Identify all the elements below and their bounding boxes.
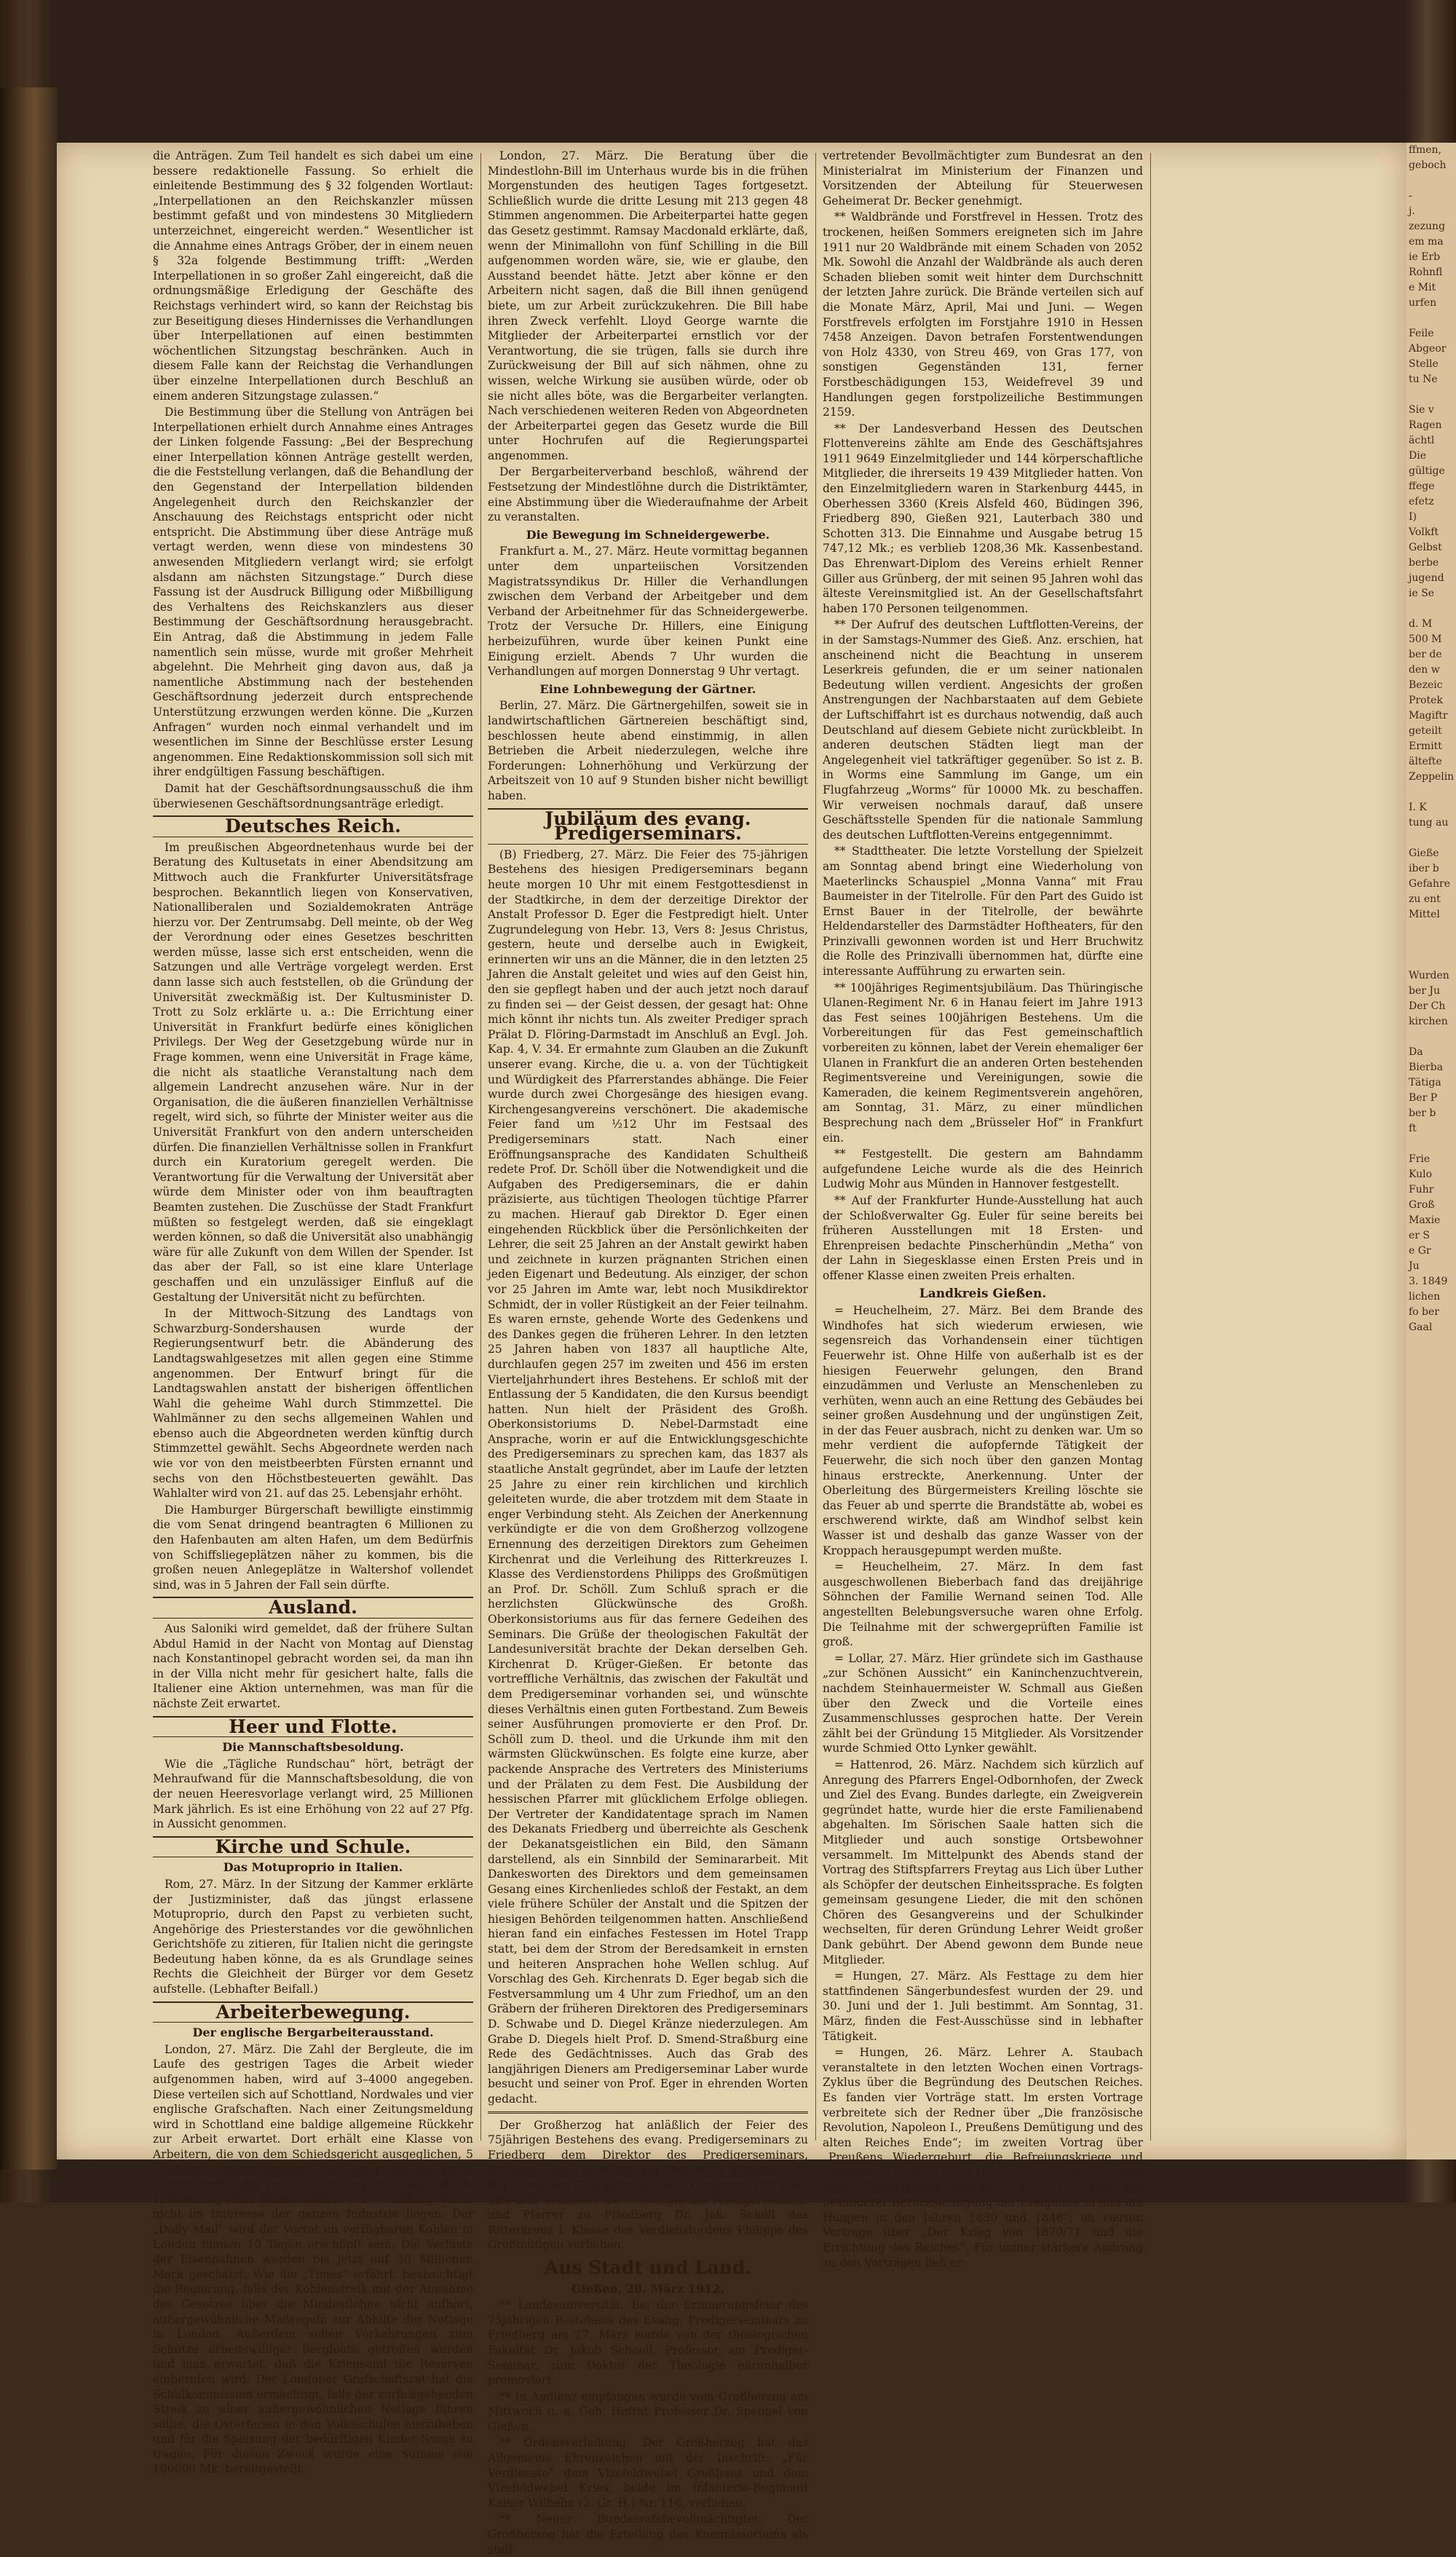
adjacent-page-text-fragment: Bierba [1409, 1062, 1444, 1073]
adjacent-page-text-fragment: ächtl [1409, 435, 1435, 446]
adjacent-page-text-fragment: gültige [1409, 465, 1445, 477]
adjacent-page-text-fragment: e Mit [1409, 282, 1436, 293]
adjacent-page-text-fragment: Fuhr [1409, 1184, 1434, 1195]
section-heading-kirche-schule: Kirche und Schule. [153, 1836, 473, 1858]
adjacent-page-text-fragment: Abgeor [1409, 343, 1447, 355]
article-paragraph: Berlin, 27. März. Die Gärtnergehilfen, soweit sie in landwirtschaftlichen Gärtnereien beschäftigt sind, beschlossen heute abend einstimmig, in allen Betrieben die Arbeit niederzulegen, welche ihre Forderungen: Lohnerhöhung und Verkürzung der Arbeitszeit von 10 auf 9 Stunden bisher nicht bewilligt haben. [488, 699, 808, 802]
adjacent-page-text-fragment [1406, 938, 1456, 953]
article-paragraph: = Hungen, 27. März. Als Festtage zu dem hier stattfindenen Sängerbundesfest wurden der 29. und 30. Juni und der 1. Juli bestimmt. Am Sonntag, 31. März, finden die Fest-Ausschüsse sind in lebhafter Tätigkeit. [823, 1969, 1143, 2043]
adjacent-page-text-fragment: kirchen [1409, 1016, 1448, 1027]
adjacent-page-text-fragment [1406, 601, 1456, 617]
adjacent-page-text-fragment: ie Erb [1409, 251, 1441, 263]
column-2 [488, 149, 808, 2556]
adjacent-page-text-fragment [1406, 1029, 1456, 1045]
section-heading-arbeiterbewegung: Arbeiterbewegung. [153, 2001, 473, 2023]
adjacent-page-text-fragment: ber b [1409, 1107, 1436, 1119]
section-heading-deutsches-reich: Deutsches Reich. [153, 815, 473, 837]
article-paragraph: die Anträgen. Zum Teil handelt es sich dabei um eine bessere redaktionelle Fassung. So erhielt die einleitende Bestimmung des § 32 folgenden Wortlaut: „Interpellationen an den Reichskanzler müssen bestimmt gefaßt und von mindestens 30 Mitgliedern unterzeichnet, eingereicht werden.“ Wesentlicher ist die Annahme eines Antrags Gröber, der in einem neuen § 32a folgende Bestimmung trifft: „Werden Interpellationen in so großer Zahl eingereicht, daß die ordnungsmäßige Erledigung der Geschäfte des Reichstags verhindert wird, so kann der Reichstag bis zur Beseitigung dieses Hindernisses die Verhandlungen über Interpellationen auf einen bestimmten wöchentlichen Sitzungstag beschränken. Auch in diesem Falle kann der Reichstag die Verhandlungen über einzelne Interpellationen durch Beschluß an einem anderen Sitzungstage zulassen.“ [153, 149, 473, 403]
article-paragraph: ** Der Aufruf des deutschen Luftflotten-Vereins, der in der Samstags-Nummer des Gieß. Anz. erschien, hat anscheinend nicht die Beachtung in unserem Leserkreis gefunden, die er um seiner nationalen Bedeutung willen verdient. Angesichts der großen Anstrengungen der Nachbarstaaten auf dem Gebiete der Luftschiffahrt ist es durchaus notwendig, daß auch Deutschland auf diesem Gebiete nicht zurückbleibt. In anderen deutschen Städten liegt man der Angelegenheit viel tatkräftiger gegenüber. So ist z. B. in Worms eine Sammlung im Gange, um ein Flugfahrzeug „Worms“ für 10000 Mk. zu beschaffen. Wir verweisen nochmals darauf, daß unsere Geschäftsstelle Spenden für die nationale Sammlung des deutschen Luftflotten-Vereins entgegennimmt. [823, 618, 1143, 842]
adjacent-page-text-fragment: Magiftr [1409, 710, 1448, 722]
adjacent-page-text-fragment: Groß [1409, 1199, 1435, 1211]
adjacent-page-text-fragment: den w [1409, 664, 1440, 676]
adjacent-page-text-fragment: Sie v [1409, 404, 1434, 416]
adjacent-page-text-fragment: Gelbst [1409, 542, 1442, 553]
adjacent-page-text-fragment: geboch [1409, 159, 1447, 171]
adjacent-page-text-fragment: Feile [1409, 328, 1434, 339]
section-heading-ausland: Ausland. [153, 1597, 473, 1619]
adjacent-page-text-fragment: urfen [1409, 297, 1437, 309]
adjacent-page-text-fragment: ber de [1409, 649, 1442, 660]
adjacent-page-text-fragment: ffege [1409, 481, 1435, 492]
subheading: Das Motuproprio in Italien. [223, 1860, 403, 1875]
adjacent-page-text-fragment: tung au [1409, 817, 1449, 829]
article-paragraph: Damit hat der Geschäftsordnungsausschuß die ihm überwiesenen Geschäftsordnungsanträge erledigt. [153, 781, 473, 810]
article-paragraph: ** Der Landesverband Hessen des Deutschen Flottenvereins zählte am Ende des Geschäftsjahres 1911 9649 Einzelmitglieder und 144 körperschaftliche Mitglieder, die ihrerseits 19 439 Mitglieder hatten. Von den Einzelmitgliedern waren in Starkenburg 4445, in Oberhessen 3360 (Kreis Alsfeld 460, Büdingen 396, Friedberg 890, Gießen 921, Lauterbach 380 und Schotten 313. Die Einnahme und Ausgabe betrug 15 747,12 Mk.; es verblieb 1208,36 Mk. Kassenbestand. Das Ehrenwart-Diplom des Vereins erhielt Renner Giller aus Grünberg, der mit seinen 95 Jahren wohl das älteste Vereinsmitglied ist. An der Gesellschaftsfahrt haben 170 Personen teilgenommen. [823, 422, 1143, 615]
adjacent-page-text-fragment: - [1409, 190, 1412, 202]
adjacent-page-text-fragment: tu Ne [1409, 374, 1438, 385]
adjacent-page-text-fragment: Zeppelin [1409, 771, 1455, 783]
article-paragraph: ** 100jähriges Regimentsjubiläum. Das Thüringische Ulanen-Regiment Nr. 6 in Hanau feiert im Jahre 1913 das Fest seines 100jährigen Bestehens. Um die Vorbereitungen für das Fest gemeinschaftlich vorbereiten zu können, labet der Verein ehemaliger 6er Ulanen in Frankfurt die an anderen Orten bestehenden Regimentsvereine und Vereinigungen, sowie die Kameraden, die keinem Regimentsverein angehören, am Sonntag, 31. März, zu einer mündlichen Besprechung nach dem „Brüsseler Hof“ in Frankfurt ein. [823, 981, 1143, 1145]
article-paragraph: Die Bestimmung über die Stellung von Anträgen bei Interpellationen erhielt durch Annahme eines Antrages der Linken folgende Fassung: „Bei der Besprechung einer Interpellation können Anträge gestellt werden, die die Feststellung verlangen, daß die Behandlung der den Gegenstand der Interpellation bildenden Angelegenheit durch den Reichskanzler der Anschauung des Reichstags entspricht oder nicht entspricht. Die Abstimmung über diese Anträge muß vertagt werden, wenn diese von mindestens 30 anwesenden Mitgliedern verlangt wird; sie erfolgt alsdann am nächsten Sitzungstage.“ Durch diese Fassung ist der Ausdruck Billigung oder Mißbilligung des Verhaltens des Reichskanzlers aus dieser Bestimmung der Geschäftsordnung herausgebracht. Ein Antrag, daß die Abstimmung in jedem Falle namentlich sein müsse, wurde mit großer Mehrheit abgelehnt. Die Mehrheit ging davon aus, daß ja namentliche Abstimmung nach der bestehenden Geschäftsordnung jederzeit durch entsprechende Unterstützung erzwungen werden könne. Die „Kurzen Anfragen“ wurden noch einmal verhandelt und im wesentlichen im Sinne der Beschlüsse erster Lesung angenommen. Eine Redaktionskommission soll sich mit ihrer endgültigen Fassung beschäftigen. [153, 406, 473, 779]
article-paragraph: = Heuchelheim, 27. März. In dem fast ausgeschwollenen Bieberbach fand das dreijährige Söhnchen der Familie Wernand seinen Tod. Alle angestellten Belebungsversuche waren ohne Erfolg. Die Teilnahme mit der schwergeprüften Familie ist groß. [823, 1560, 1143, 1649]
adjacent-page-text-fragment: Tätiga [1409, 1077, 1441, 1088]
article-paragraph: London, 27. März. Die Beratung über die Mindestlohn-Bill im Unterhaus wurde bis in die frühen Morgenstunden des heutigen Tages fortgesetzt. Schließlich wurde die dritte Lesung mit 213 gegen 48 Stimmen angenommen. Die Arbeiterpartei hatte gegen das Gesetz gestimmt. Ramsay Macdonald erklärte, daß, wenn der Minimallohn von fünf Schilling in die Bill aufgenommen worden wäre, sie, wie er glaube, den Ausstand beendet hätte. Jetzt aber könne er den Arbeitern nicht sagen, daß die Bill ihnen genügend biete, um zur Arbeit zurückzukehren. Die Bill habe ihren Zweck verfehlt. Lloyd George warnte die Mitglieder der Arbeiterpartei ernstlich vor der Verantwortung, die sie trügen, falls sie durch ihre Zurückweisung der Bill auf sich nähmen, ohne zu wissen, welche Wirkung sie ausüben würde, oder ob sie nicht alles böte, was die Bergarbeiter verlangten. Nach verschiedenen weiteren Reden von Abgeordneten der Arbeiterpartei gegen das Gesetz wurde die Bill unter Hochrufen auf die Regierungspartei angenommen. [488, 149, 808, 462]
subheading: Die Bewegung im Schneidergewerbe. [526, 527, 770, 542]
dateline: Gießen, 28. März 1912. [571, 2281, 724, 2296]
article-paragraph: ** In Audienz empfangen wurde vom Großherzog am Mittwoch u. a. Geh. Hofrat Professor Dr. Spengel von Gießen. [488, 2390, 808, 2433]
adjacent-page-text-fragment: ältefte [1409, 756, 1442, 767]
adjacent-page-fragment [1406, 143, 1456, 2159]
binding-edge [0, 87, 57, 2170]
adjacent-page-text-fragment: ie Se [1409, 588, 1435, 599]
article-paragraph: = Lollar, 27. März. Hier gründete sich im Gasthause „zur Schönen Aussicht“ ein Kaninchenzuchtverein, nachdem Steinhauermeister W. Schmall aus Gießen über den Zweck und die Vorteile eines Zusammenschlusses gesprochen hatte. Der Verein zählt bei der Gründung 15 Mitglieder. Als Vorsitzender wurde Schmied Otto Lynker gewählt. [823, 1651, 1143, 1755]
column-rule [480, 153, 481, 2141]
adjacent-page-text-fragment: j. [1409, 205, 1415, 217]
adjacent-page-text-fragment: Die [1409, 450, 1426, 462]
adjacent-page-text-fragment [1406, 1137, 1456, 1152]
adjacent-page-text-fragment: Protek [1409, 695, 1443, 706]
column-rule [815, 153, 816, 2141]
adjacent-page-text-fragment: berbe [1409, 557, 1439, 569]
adjacent-page-text-fragment: Ermitt [1409, 740, 1442, 752]
adjacent-page-text-fragment: 500 M [1409, 633, 1442, 645]
adjacent-page-text-fragment: em ma [1409, 236, 1444, 248]
section-heading-landkreis: Landkreis Gießen. [919, 1286, 1047, 1301]
article-paragraph: Der Großherzog hat anläßlich der Feier des 75jährigen Bestehens des evang. Predigerseminars zu Friedberg dem Direktor des Predigerseminars, Professor der Theologie und Pfarrer zu Friedberg D. Karl Eger den Charakter als Geh. Kirchenrat verliehen und dem Professor der Theologie am Predigerseminar und Pfarrer zu Friedberg Dr. Jak. Schöll das Ritterkreuz I. Klasse des Verdienstordens Philipps des Großmütigen verliehen. [488, 2118, 808, 2252]
article-paragraph: Aus Saloniki wird gemeldet, daß der frühere Sultan Abdul Hamid in der Nacht von Montag auf Dienstag nach Konstantinopel gebracht worden sei, da man ihn in der Villa nicht mehr für gesichert halte, falls die Italiener eine Aktion unternehmen, was man für die nächste Zeit erwartet. [153, 1622, 473, 1710]
article-paragraph: ** Neuer Bundesratsbevollmächtigter. Der Großherzog hat die Erteilung des Kommissoriums als stell- [488, 2513, 808, 2556]
adjacent-page-text-fragment: Maxie [1409, 1214, 1441, 1226]
article-paragraph: ** Landesuniversität. Bei der Erinnerungsfeier des 75jährigen Bestehens des Evang. Predigerseminars zu Friedberg am 27. März wurde von der theologischen Fakultät Dr. Jakob Schoell, Professor am Prediger-Seminar, zum Doktor der Theologie ehrenhalber promoviert. [488, 2299, 808, 2387]
adjacent-page-text-fragment: Wurden [1409, 970, 1449, 981]
subheading: Der englische Bergarbeiterausstand. [192, 2026, 434, 2040]
adjacent-page-text-fragment: e Gr [1409, 1245, 1431, 1257]
separator [488, 2111, 808, 2114]
adjacent-page-text-fragment: Gaal [1409, 1321, 1433, 1333]
adjacent-page-text-fragment: Da [1409, 1046, 1423, 1058]
adjacent-page-text-fragment: Ragen [1409, 419, 1442, 431]
adjacent-page-text-fragment: Bezeic [1409, 679, 1443, 691]
article-paragraph: ** Ordensverleihung. Der Großherzog hat das Allgemeine Ehrenzeichen mit der Inschrift: „Für Verdienste“ dem Vizefeldwebel Großhaus und dem Vizefeldwebel Kries, beide im Infanterie-Regiment Kaiser Wilhelm (2. Gr. H.) Nr. 116, verliehen. [488, 2436, 808, 2510]
adjacent-page-text-fragment: Kulo [1409, 1169, 1433, 1180]
adjacent-page-text-fragment: ft [1409, 1123, 1417, 1134]
adjacent-page-text-fragment: geteilt [1409, 725, 1442, 737]
adjacent-page-text-fragment: I. K [1409, 802, 1427, 813]
article-paragraph: London, 27. März. Die Zahl der Bergleute, die im Laufe des gestrigen Tages die Arbeit wieder aufgenommen haben, wird auf 3–4000 angegeben. Diese verteilen sich auf Schottland, Nordwales und vier englische Grafschaften. Nach einer Zeitungsmeldung wird in Schottland eine baldige allgemeine Rückkehr zur Arbeit erwartet. Dort erhält eine Klasse von Arbeitern, die von dem Schiedsgericht ausgeglichen, 5 Schilling ernannt worden sind, nach wie vor einen Durchschnittslohn von 3½ Schilling pro Tag und die Festsetzung eines Mindestlohnes von 5 Schilling wurde nicht im Interesse der ganzen Industrie liegen. Der „Daily Mail“ wird der Vorrat an verfügbaren Kohlen in London binnen 10 Tagen erschöpft sein. Die Verluste der Eisenbahnen werden bis jetzt auf 30 Millionen Mark geschätzt. Wie die „Times“ erfährt, beabsichtigt die Regierung, falls der Kohlenstreik mit der Annahme des Gesetzes über die Mindestlöhne nicht aufhört, außergewöhnliche Maßregeln zur Abhilfe der Notlage in London. Außerdem sollen Vorkehrungen zum Schutze arbeitswilliger Bergleute getroffen werden und man erwartet, daß die Kriegsamt die Reserven einberufen wird. Der Londoner Grafschaftsrat hat die Schulkommission ermächtigt, falls der zurückgehenden Streik zu einer außergewöhnlichen Notlage führen sollte, die Osterferien in den Volksschulen auszuheben und für die Speisung der bedürftigen Kinder Sorge zu tragen. Für diesen Zweck wurde eine Summe von 100000 Mk. bereitgestellt. [153, 2042, 473, 2476]
article-paragraph: ** Festgestellt. Die gestern am Bahndamm aufgefundene Leiche wurde als die des Heinrich Ludwig Mohr aus Münden in Hannover festgestellt. [823, 1147, 1143, 1191]
article-paragraph: = Hattenrod, 26. März. Nachdem sich kürzlich auf Anregung des Pfarrers Engel-Odbornhofen, der Zweck und Ziel des Evang. Bundes darlegte, ein Zweigverein gegründet hatte, wurde hier die erste Familienabend abgehalten. Im Sörischen Saale hatten sich die Mitglieder und auch sonstige Ortsbewohner versammelt. Im Mittelpunkt des Abends stand der Vortrag des Stiftspfarrers Freytag aus Lich über Luther als Schöpfer der deutschen Einheitssprache. Es folgten gemeinsam gesungene Lieder, die mit den schönen Chören des Gesangvereins und der Schulkinder wechselten, für deren Gründung Lehrer Weidt großer Dank gebührt. Der Abend gewonn dem Bunde neue Mitglieder. [823, 1758, 1143, 1967]
adjacent-page-text-fragment: jugend [1409, 572, 1444, 584]
section-heading-heer-flotte: Heer und Flotte. [153, 1716, 473, 1738]
subheading: Eine Lohnbewegung der Gärtner. [539, 681, 756, 696]
adjacent-page-text-fragment: 3. 1849 [1409, 1276, 1448, 1287]
adjacent-page-text-fragment: Frie [1409, 1153, 1431, 1165]
article-paragraph: Rom, 27. März. In der Sitzung der Kammer erklärte der Justizminister, daß das jüngst erlassene Motuproprio, durch den Papst zu verbieten sucht, Angehörige des Priesterstandes vor die gewöhnlichen Gerichtshöfe zu zitieren, für Italien nicht die geringste Bedeutung haben könne, da es als Grundlage seines Rechts die Gleichheit der Bürger vor dem Gesetz aufstelle. (Lebhafter Beifall.) [153, 1877, 473, 1996]
adjacent-page-text-fragment [1406, 785, 1456, 800]
adjacent-page-text-fragment: Volkft [1409, 526, 1439, 538]
article-paragraph: Wie die „Tägliche Rundschau“ hört, beträgt der Mehraufwand für die Mannschaftsbesoldung, die von der neuen Heeresvorlage verlangt wird, 25 Millionen Mark jährlich. Es ist eine Erhöhung von 22 auf 27 Pfg. in Aussicht genommen. [153, 1757, 473, 1831]
article-paragraph: Die Hamburger Bürgerschaft bewilligte einstimmig die vom Senat dringend beantragten 6 Millionen zu den Hafenbauten am alten Hafen, um dem Bedürfnis von Schiffsliegeplätzen näher zu kommen, bis die großen neuen Anlegeplätze in Waltershof vollendet sind, was in 5 Jahren der Fall sein dürfte. [153, 1503, 473, 1592]
adjacent-page-text-fragment: Stelle [1409, 358, 1439, 370]
adjacent-page-text-fragment: fo ber [1409, 1306, 1439, 1318]
article-paragraph: In der Mittwoch-Sitzung des Landtags von Schwarzburg-Sondershausen wurde der Regierungsentwurf betr. die Abänderung des Landtagswahlgesetzes mit allen gegen eine Stimme angenommen. Der Entwurf bringt für die Landtagswahlen anstatt der bisherigen öffentlichen Wahl die geheime Wahl durch Stimmzettel. Die Wahlmänner zu den sechs allgemeinen Wahlen und ebenso auch die Abgeordneten werden künftig durch Stimmzettel gewählt. Sechs Abgeordnete werden nach wie vor von den meistbeerbten Fürsten ernannt und sechs von den Höchstbesteuerten gewählt. Das Wahlalter wird von 21. auf das 25. Lebensjahr erhöht. [153, 1307, 473, 1501]
adjacent-page-text-fragment [1406, 311, 1456, 326]
section-heading-aus-stadt-und-land: Aus Stadt und Land. [488, 2257, 808, 2279]
adjacent-page-text-fragment [1406, 387, 1456, 403]
adjacent-page-text-fragment: lichen [1409, 1291, 1441, 1303]
adjacent-page-text-fragment: ber Ju [1409, 985, 1441, 997]
adjacent-page-text-fragment: zezung [1409, 221, 1446, 232]
article-paragraph: = Heuchelheim, 27. März. Bei dem Brande des Windhofes hat sich wiederum erwiesen, wie segensreich das Vorhandensein einer tüchtigen Feuerwehr ist. Ohne Hilfe von außerhalb ist es der hiesigen Feuerwehr gelungen, den Brand einzudämmen und Verluste an Menschenleben zu verhüten, wenn auch an eine Rettung des Gebäudes bei seiner großen Ausdehnung und der ungünstigen Zeit, in der das Feuer ausbrach, nicht zu denken war. Um so mehr verdient die aufopfernde Tätigkeit der Feuerwehr, die sich noch über den ganzen Montag hinaus erstreckte, Anerkennung. Unter der Oberleitung des Bürgermeisters Kreiling löschte sie das Feuer ab und sperrte die Brandstätte ab, wobei es erschwerend wirkte, daß am Windhof selbst kein Wasser ist und deshalb das ganze Wasser von der Kroppach herausgepumpt werden mußte. [823, 1304, 1143, 1557]
adjacent-page-text-fragment [1406, 922, 1456, 938]
adjacent-page-text-fragment: Rohnfl [1409, 266, 1443, 278]
article-paragraph: Frankfurt a. M., 27. März. Heute vormittag begannen unter dem unparteiischen Vorsitzenden Magistratssyndikus Dr. Hiller die Verhandlungen zwischen dem Verband der Arbeitgeber und dem Verband der Arbeitnehmer für das Schneidergewerbe. Trotz der Versuche Dr. Hillers, eine Einigung herbeizuführen, wurde über keinen Punkt eine Einigung erzielt. Abends 7 Uhr wurden die Verhandlungen auf morgen Donnerstag 9 Uhr vertagt. [488, 545, 808, 679]
column-1 [153, 149, 473, 2476]
adjacent-page-text-fragment: Mittel [1409, 909, 1440, 920]
subheading: Die Mannschaftsbesoldung. [222, 1740, 404, 1755]
adjacent-page-text-fragment: Gieße [1409, 847, 1439, 859]
adjacent-page-text-fragment [1406, 953, 1456, 968]
article-paragraph: ** Auf der Frankfurter Hunde-Ausstellung hat auch der Schloßverwalter Gg. Euler für seine bereits bei früheren Ausstellungen mit 18 Ersten- und Ehrenpreisen bedachte Pinscherhündin „Metha“ von der Lahn in Siegesklasse einen Ersten Preis und in offener Klasse einen zweiten Preis erhalten. [823, 1193, 1143, 1282]
column-3 [823, 149, 1143, 2269]
adjacent-page-text-fragment: I) [1409, 511, 1417, 523]
adjacent-page-text-fragment: Gefahre [1409, 878, 1450, 890]
adjacent-page-text-fragment: er S [1409, 1230, 1431, 1241]
article-paragraph: = Hungen, 26. März. Lehrer A. Staubach veranstaltete in den letzten Wochen einen Vortrags-Zyklus über die Begründung des Deutschen Reiches. Es fanden vier Vorträge statt. Im ersten Vortrage verbreitete sich der Redner über „Die französische Revolution, Napoleon I., Preußens Demütigung und des alten Reiches Ende“; im zweiten Vortrag über „Preußens Wiedergeburt, die Befreiungskriege und Napoleons Ende (1807—1821)“; in dritten Vortrage über „Einheitsbestrebungen von 1815—1866 mit besonderer Berücksichtigung der Ereignisse in und um Hungen in den Jahren 1830 und 1848“; im vierten Vortrage über „Der Krieg von 1870/71 und die Errichtung des Reiches“. Für immer stärkere Andrang zu den Vorträgen ließ er [823, 2046, 1143, 2269]
adjacent-page-text-fragment [1406, 831, 1456, 846]
article-paragraph: ** Stadttheater. Die letzte Vorstellung der Spielzeit am Sonntag abend bringt eine Wiederholung von Maeterlincks Schauspiel „Monna Vanna“ mit Frau Baumeister in der Titelrolle. Für den Part des Guido ist Ernst Bauer in der Titelrolle, der bewährte Heldendarsteller des Darmstädter Hoftheaters, für den Prinzivalli gewonnen worden ist und Herr Bruchwitz die Rolle des Prinzivalli übernommen hat, dürfte eine interessante Aufführung zu erwarten sein. [823, 845, 1143, 979]
adjacent-page-text-fragment: Der Ch [1409, 1000, 1446, 1012]
adjacent-page-text-fragment: Ju [1409, 1260, 1420, 1272]
adjacent-page-text-fragment: ffmen, [1409, 144, 1441, 156]
article-paragraph: (B) Friedberg, 27. März. Die Feier des 75-jährigen Bestehens des hiesigen Predigerseminars begann heute morgen 10 Uhr mit einem Festgottesdienst in der Stadtkirche, in dem der derzeitige Direktor der Anstalt Professor D. Eger die Festpredigt hielt. Unter Zugrundelegung von Hebr. 13, Vers 8: Jesus Christus, gestern, heute und derselbe auch in Ewigkeit, erinnerten wir uns an die Männer, die in den letzten 25 Jahren die Anstalt geleitet und wies auf den Geist hin, den sie gepflegt haben und der auch jetzt noch darauf zu finden sei — der Geist dessen, der gesagt hat: Ohne mich könnt ihr nichts tun. Als zweiter Prediger sprach Prälat D. Flöring-Darmstadt im Anschluß an Evgl. Joh. Kap. 4, V. 34. Er ermahnte zum Glauben an die Zukunft unserer evang. Kirche, die u. a. von der Tüchtigkeit und Würdigkeit des Pfarrerstandes abhänge. Die Feier wurde durch zwei Chorgesänge des hiesigen evang. Kirchengesangvereins verschönert. Die akademische Feier fand um ½12 Uhr im Festsaal des Predigerseminars statt. Nach einer Eröffnungsansprache des Kandidaten Schultheiß redete Prof. Dr. Schöll über die Notwendigkeit und die Aufgaben des Predigerseminars, die er dahin präzisierte, aus tüchtigen Theologen tüchtige Pfarrer zu machen. Hierauf gab Direktor D. Eger einen eingehenden Rückblick über die Persönlichkeiten der Lehrer, die seit 25 Jahren an der Anstalt gewirkt haben und zeichnete in kurzen prägnanten Strichen einen jeden Eigenart und Bedeutung. Als einziger, der schon vor 25 Jahren im Amte war, lebt noch Musikdirektor Schmidt, der in voller Rüstigkeit an der Feier teilnahm. Es waren ernste, gehende Worte des Gedenkens und des Dankes gegen die früheren Lehrer. In den letzten 25 Jahren haben von 1837 all hauptliche Alte, durchlaufen gegen 257 im zweiten und 456 im ersten Vierteljahrhundert ihres Bestehens. Er schloß mit der Entlassung der 5 Kandidaten, die den Kursus beendigt hatten. Nun hielt der Präsident des Großh. Oberkonsistoriums D. Nebel-Darmstadt eine Ansprache, worin er auf die Entwicklungsgeschichte des Predigerseminars zu sprechen kam, das 1837 als staatliche Anstalt gegründet, aber im Laufe der letzten 25 Jahre zu einer rein kirchlichen und kirchlich geleiteten wurde, die aber trotzdem mit dem Staate in enger Verbindung steht. Als Zeichen der Anerkennung verkündigte er die von dem Großherzog vollzogene Ernennung des derzeitigen Direktors zum Geheimen Kirchenrat und die Verleihung des Ritterkreuzes I. Klasse des Verdienstordens Philipps des Großmütigen an Prof. Dr. Schöll. Zum Schluß sprach er die herzlichsten Glückwünsche des Großh. Oberkonsistoriums aus für das fernere Gedeihen des Seminars. Die Grüße der theologischen Fakultät der Landesuniversität brachte der Dekan derselben Geh. Kirchenrat D. Krüger-Gießen. Er betonte das vortreffliche Verhältnis, das zwischen der Fakultät und dem Predigerseminar vorhanden sei, und wünschte dieses Verhältnis einen guten Fortbestand. Zum Beweis seiner Ausführungen promovierte er den Prof. Dr. Schöll zum D. theol. und die Urkunde ihm mit den wärmsten Glückwünschen. Es folgte eine kurze, aber packende Ansprache des Vertreters des Ministeriums und der Prälaten zu dem Fest. Die Ausbildung der hessischen Pfarrer mit glücklichem Erfolge obliegen. Der Vertreter der Kandidatentage sprach im Namen des Dekanats Friedberg und überreichte als Geschenk der Dekanatsgeistlichen ein Bild, den Sämann darstellend, als ein Sinnbild der Seminararbeit. Mit Dankesworten des Direktors und dem gemeinsamen Gesang eines Kirchenliedes schloß der Festakt, an dem viele frühere Schüler der Anstalt und die Spitzen der hiesigen Behörden teilgenommen hatten. Anschließend hieran fand ein einfaches Festessen im Hotel Trapp statt, bei dem der Strom der Beredsamkeit in ernsten und heiteren Ansprachen hohe Wellen schlug. Auf Vorschlag des Geh. Kirchenrats D. Eger begab sich die Festversammlung um 4 Uhr zum Friedhof, um an den Gräbern der früheren Direktoren des Predigerseminars D. Schwabe und D. Diegel Kränze niederzulegen. Am Grabe D. Diegels hielt Prof. D. Smend-Straßburg eine Rede des Gedächtnisses. Auch das Grab des langjährigen Dieners am Predigerseminar Laber wurde besucht und seiner von Prof. Eger in ehrenden Worten gedacht. [488, 847, 808, 2106]
adjacent-page-text-fragment: zu ent [1409, 893, 1441, 905]
article-paragraph: Der Bergarbeiterverband beschloß, während der Festsetzung der Mindestlöhne durch die Distriktämter, eine Abstimmung über die Wiederaufnahme der Arbeit zu veranstalten. [488, 465, 808, 524]
adjacent-page-text-fragment: iber b [1409, 863, 1439, 874]
article-paragraph: vertretender Bevollmächtigter zum Bundesrat an den Ministerialrat im Ministerium der Finanzen und Vorsitzenden der Abteilung für Steuerwesen Geheimerat Dr. Becker genehmigt. [823, 149, 1143, 208]
adjacent-page-text-fragment: d. M [1409, 618, 1433, 630]
column-rule [1150, 153, 1151, 2141]
adjacent-page-text-fragment: efetz [1409, 496, 1434, 507]
adjacent-page-text-fragment: Ber P [1409, 1092, 1438, 1104]
adjacent-page-text-fragment [1406, 173, 1456, 189]
article-paragraph: Im preußischen Abgeordnetenhaus wurde bei der Beratung des Kultusetats in einer Abendsitzung am Mittwoch auch die Frankfurter Universitätsfrage besprochen. Bekanntlich liegen von Konservativen, Nationalliberalen und Sozialdemokraten Anträge hierzu vor. Der Zentrumsabg. Dell meinte, ob der Weg der Verordnung oder eines Gesetzes beschritten werden müsse, lasse sich erst entscheiden, wenn die Satzungen und alle Verträge vorgelegt werden. Erst dann lasse sich auch feststellen, ob die Gründung der Universität zweckmäßig ist. Der Kultusminister D. Trott zu Solz erklärte u. a.: Die Errichtung einer Universität in Frankfurt bedürfe eines königlichen Privilegs. Der Weg der Gesetzgebung würde nur in Frage kommen, wenn eine Universität in Frage käme, die nicht als staatliche Veranstaltung nach dem allgemein Landrecht anzusehen wäre. Nur in der Organisation, die die äußeren finanziellen Verhältnisse regelt, wird sich, so führte der Minister weiter aus die Universität Frankfurt von den andern unterscheiden dürfen. Die finanziellen Verhältnisse sollen in Frankfurt durch ein Kuratorium geregelt werden. Die Verantwortung für die Verwaltung der Universität aber würde dem Minister oder von ihm beauftragten Beamten zustehen. Die Zuschüsse der Stadt Frankfurt müßten so festgelegt werden, daß sie eingeklagt werden können, so daß die Universität also unabhängig wäre für alle Zukunft von dem Willen der Spender. Ist das aber der Fall, so ist eine klare Unterlage geschaffen und ein unzulässiger Einfluß auf die Gestaltung der Universität nicht zu befürchten. [153, 840, 473, 1304]
section-heading-jubilaeum: Jubiläum des evang. Predigerseminars. [488, 808, 808, 845]
article-paragraph: ** Waldbrände und Forstfrevel in Hessen. Trotz des trockenen, heißen Sommers ereigneten sich im Jahre 1911 nur 20 Waldbrände mit einem Schaden von 2052 Mk. Sowohl die Anzahl der Waldbrände als auch deren Schaden blieben somit weit hinter dem Durchschnitt der letzten Jahre zurück. Die Brände verteilen sich auf die Monate März, April, Mai und Juni. — Wegen Forstfrevels erfolgten im Forstjahre 1910 in Hessen 7458 Anzeigen. Davon betrafen Forstentwendungen von Holz 4330, von Streu 469, von Gras 177, von sonstigen Gegenständen 131, ferner Forstbeschädigungen 153, Weidefrevel 39 und Handlungen gegen forstpolizeiliche Bestimmungen 2159. [823, 210, 1143, 419]
newspaper-page [57, 143, 1406, 2556]
